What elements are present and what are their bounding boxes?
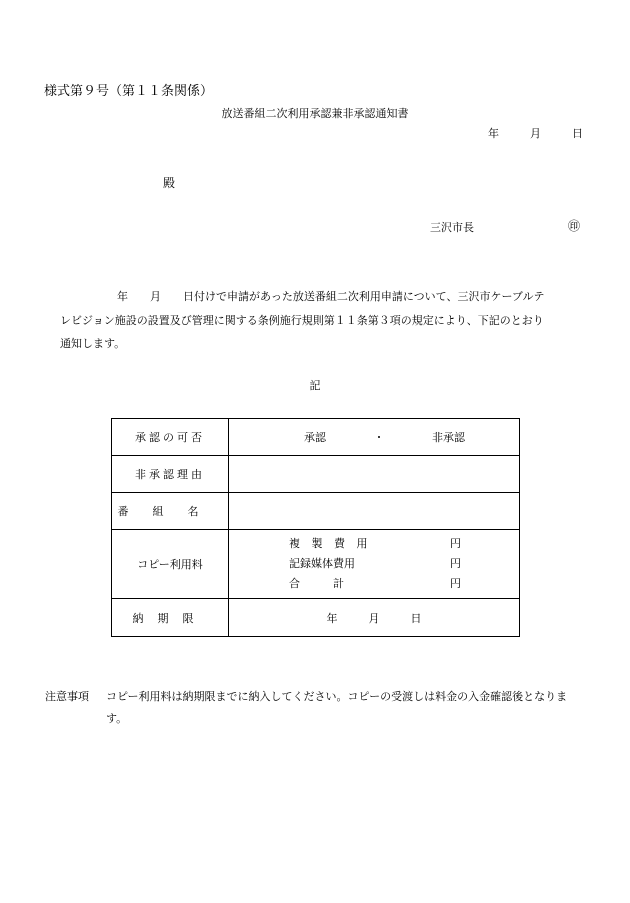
date-year: 年 [488, 127, 499, 140]
approve-option: 承認 [304, 431, 326, 444]
program-field [229, 493, 520, 530]
body-line-3: 通知します。 [60, 337, 126, 350]
fee-name: 記録媒体費用 [289, 557, 355, 570]
fee-line-copy [229, 534, 519, 554]
option-separator: ・ [373, 431, 385, 444]
table-row-reason [112, 456, 520, 493]
fee-label: コピー利用料 [112, 530, 229, 599]
form-number: 様式第９号（第１１条関係） [44, 84, 214, 99]
notice-table [111, 418, 520, 637]
notes-section [45, 686, 585, 730]
table-row-approval [112, 419, 520, 456]
table-row-deadline [112, 599, 520, 637]
fee-line-total [229, 574, 519, 594]
fee-unit: 円 [450, 537, 461, 550]
body-line-2: レビジョン施設の設置及び管理に関する条例施行規則第１１条第３項の規定により、下記のとおり [60, 313, 544, 327]
fee-breakdown [229, 530, 520, 599]
issue-date [488, 125, 583, 141]
table-row-fee [112, 530, 520, 599]
deadline-year: 年 [326, 611, 338, 625]
reason-field [229, 456, 520, 493]
program-label: 番組名 [112, 493, 229, 530]
fee-name: 合 計 [289, 577, 344, 590]
issuer-name: 三沢市長 [430, 221, 474, 234]
fee-unit: 円 [450, 577, 461, 590]
addressee-suffix: 殿 [163, 176, 176, 190]
approval-label: 承認の可否 [112, 419, 229, 456]
fee-line-media [229, 554, 519, 574]
deadline-month: 月 [368, 611, 380, 625]
seal-mark: ㊞ [568, 219, 581, 233]
date-month: 月 [530, 127, 541, 140]
deadline-day: 日 [410, 611, 422, 625]
fee-name: 複 製 費 用 [289, 537, 372, 550]
ki-heading: 記 [309, 379, 321, 392]
notes-text: コピー利用料は納期限までに納入してください。コピーの受渡しは料金の入金確認後となります。 [106, 690, 568, 725]
notice-body [60, 285, 580, 356]
fee-unit: 円 [450, 557, 461, 570]
document-title: 放送番組二次利用承認兼非承認通知書 [221, 107, 409, 120]
deadline-date [229, 599, 520, 637]
date-day: 日 [572, 127, 583, 140]
deadline-label: 納期限 [112, 599, 229, 637]
reason-label: 非承認理由 [112, 456, 229, 493]
body-line-1: 年 月 日付けで申請があった放送番組二次利用申請について、三沢市ケーブルテ [117, 290, 545, 303]
notes-heading: 注意事項 [45, 690, 89, 703]
not-approve-option: 非承認 [432, 431, 465, 444]
approval-options [229, 419, 520, 456]
table-row-program [112, 493, 520, 530]
